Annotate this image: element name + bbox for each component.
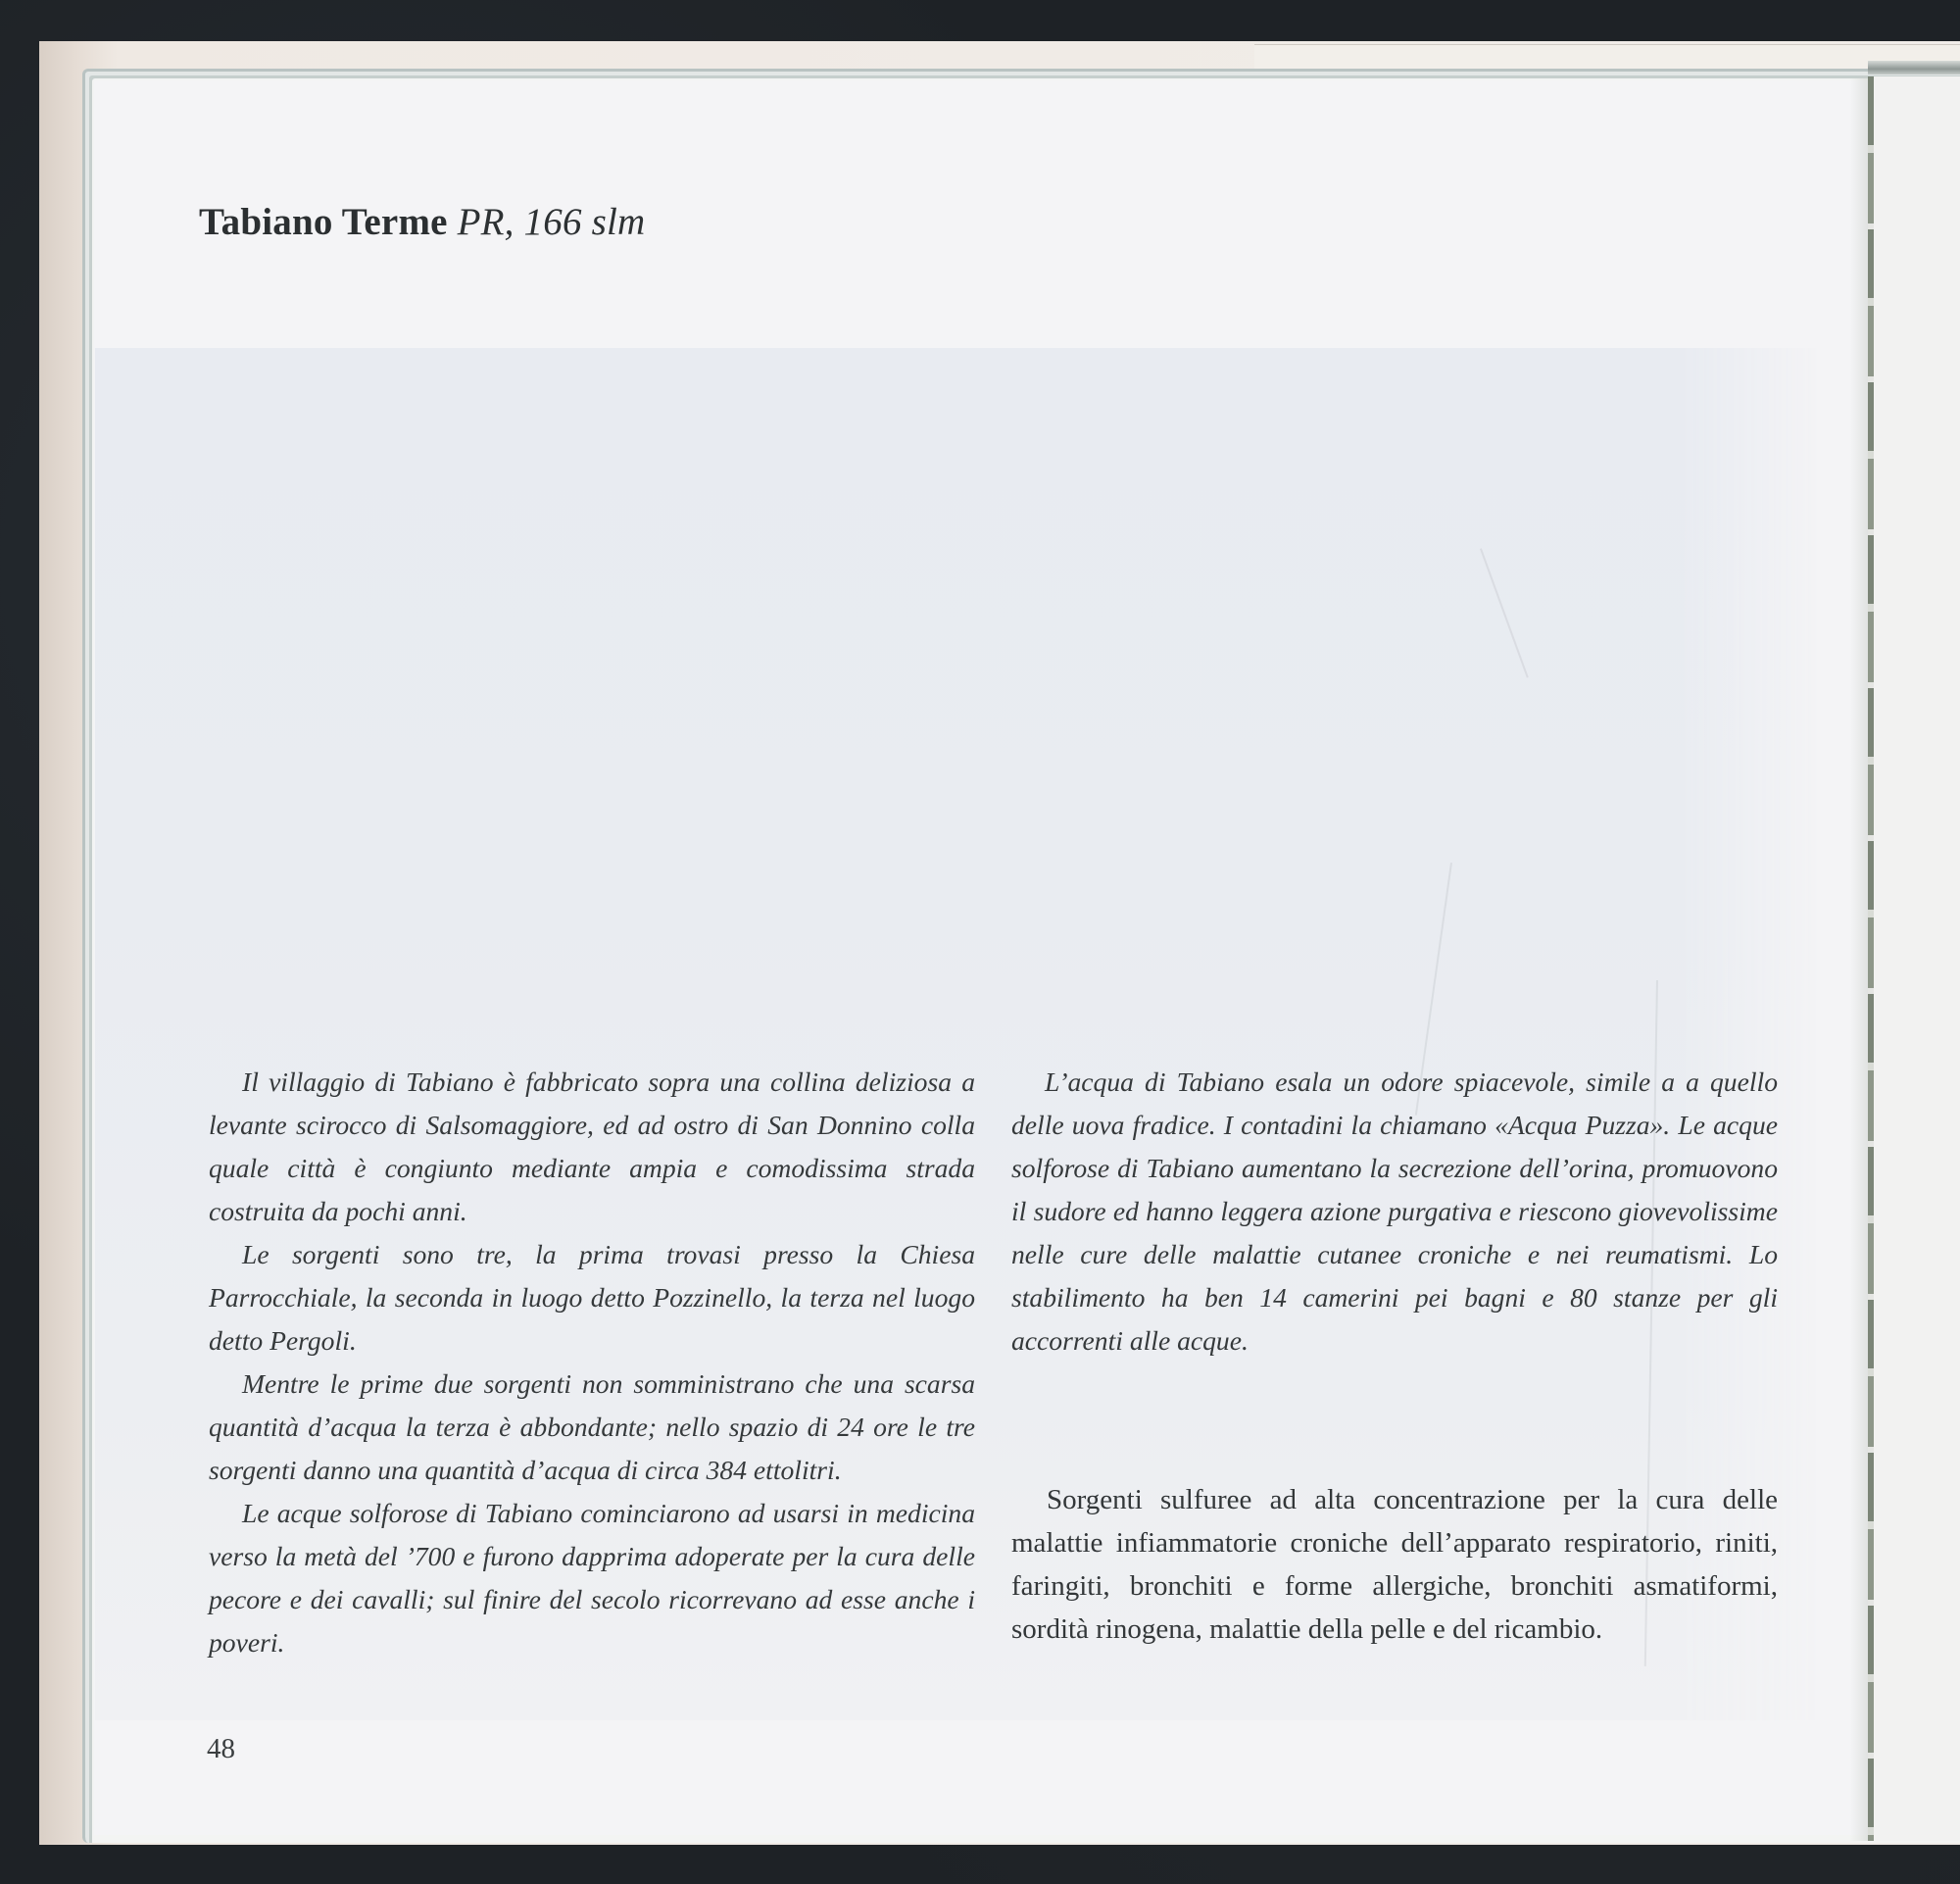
right-text-column [1011, 1061, 1778, 1363]
paragraph-history: Le acque solforose di Tabiano cominciarono ad usarsi in medicina verso la metà del ’700 e furono dapprima adoperate per la cura delle pecore e dei cavalli; sul finire del secolo ricorrevano ad esse anche i poveri. [209, 1498, 975, 1658]
page-title [199, 200, 645, 244]
title-province-altitude: PR, 166 slm [457, 201, 646, 243]
paragraph-water-quantity: Mentre le prime due sorgenti non somministrano che una scarsa quantità d’acqua la terza è abbondante; nello spazio di 24 ore le tre sorgenti danno una quantità d’acqua di circa 384 ettolitri. [209, 1368, 975, 1485]
page-number: 48 [207, 1733, 235, 1764]
paragraph-village-location: Il villaggio di Tabiano è fabbricato sopra una collina deliziosa a levante scirocco di Salsomaggiore, ed ad ostro di San Donnino colla quale città è congiunto mediante ampia e comodissima strada costruita da pochi anni. [209, 1066, 975, 1226]
therapeutic-summary [1011, 1478, 1778, 1651]
paragraph-springs: Le sorgenti sono tre, la prima trovasi presso la Chiesa Parrocchiale, la seconda in luogo detto Pozzinello, la terza nel luogo detto Pergoli. [209, 1239, 975, 1356]
title-place-name: Tabiano Terme [199, 201, 448, 243]
facing-page-edge [1874, 76, 1960, 1841]
facing-page-top-edge [1868, 61, 1960, 74]
left-text-column [209, 1061, 975, 1664]
gutter-shadow [1850, 76, 1868, 1841]
paragraph-water-properties: L’acqua di Tabiano esala un odore spiacevole, simile a a quello delle uova fradice. I contadini la chiamano «Acqua Puzza». Le acque solforose di Tabiano aumentano la secrezione dell’orina, promuovono il sudore ed hanno leggera azione purgativa e riescono giovevolissime nelle cure delle malattie cutanee croniche e nei reumatismi. Lo stabilimento ha ben 14 camerini pei bagni e 80 stanze per gli accorrenti alle acque. [1011, 1066, 1778, 1356]
paragraph-indications: Sorgenti sulfuree ad alta concentrazione per la cura delle malattie infiammatorie croniche dell’apparato respiratorio, riniti, faringiti, bronchiti e forme allergiche, bronchiti asmatiformi, sordità rinogena, malattie della pelle e del ricambio. [1011, 1484, 1778, 1645]
